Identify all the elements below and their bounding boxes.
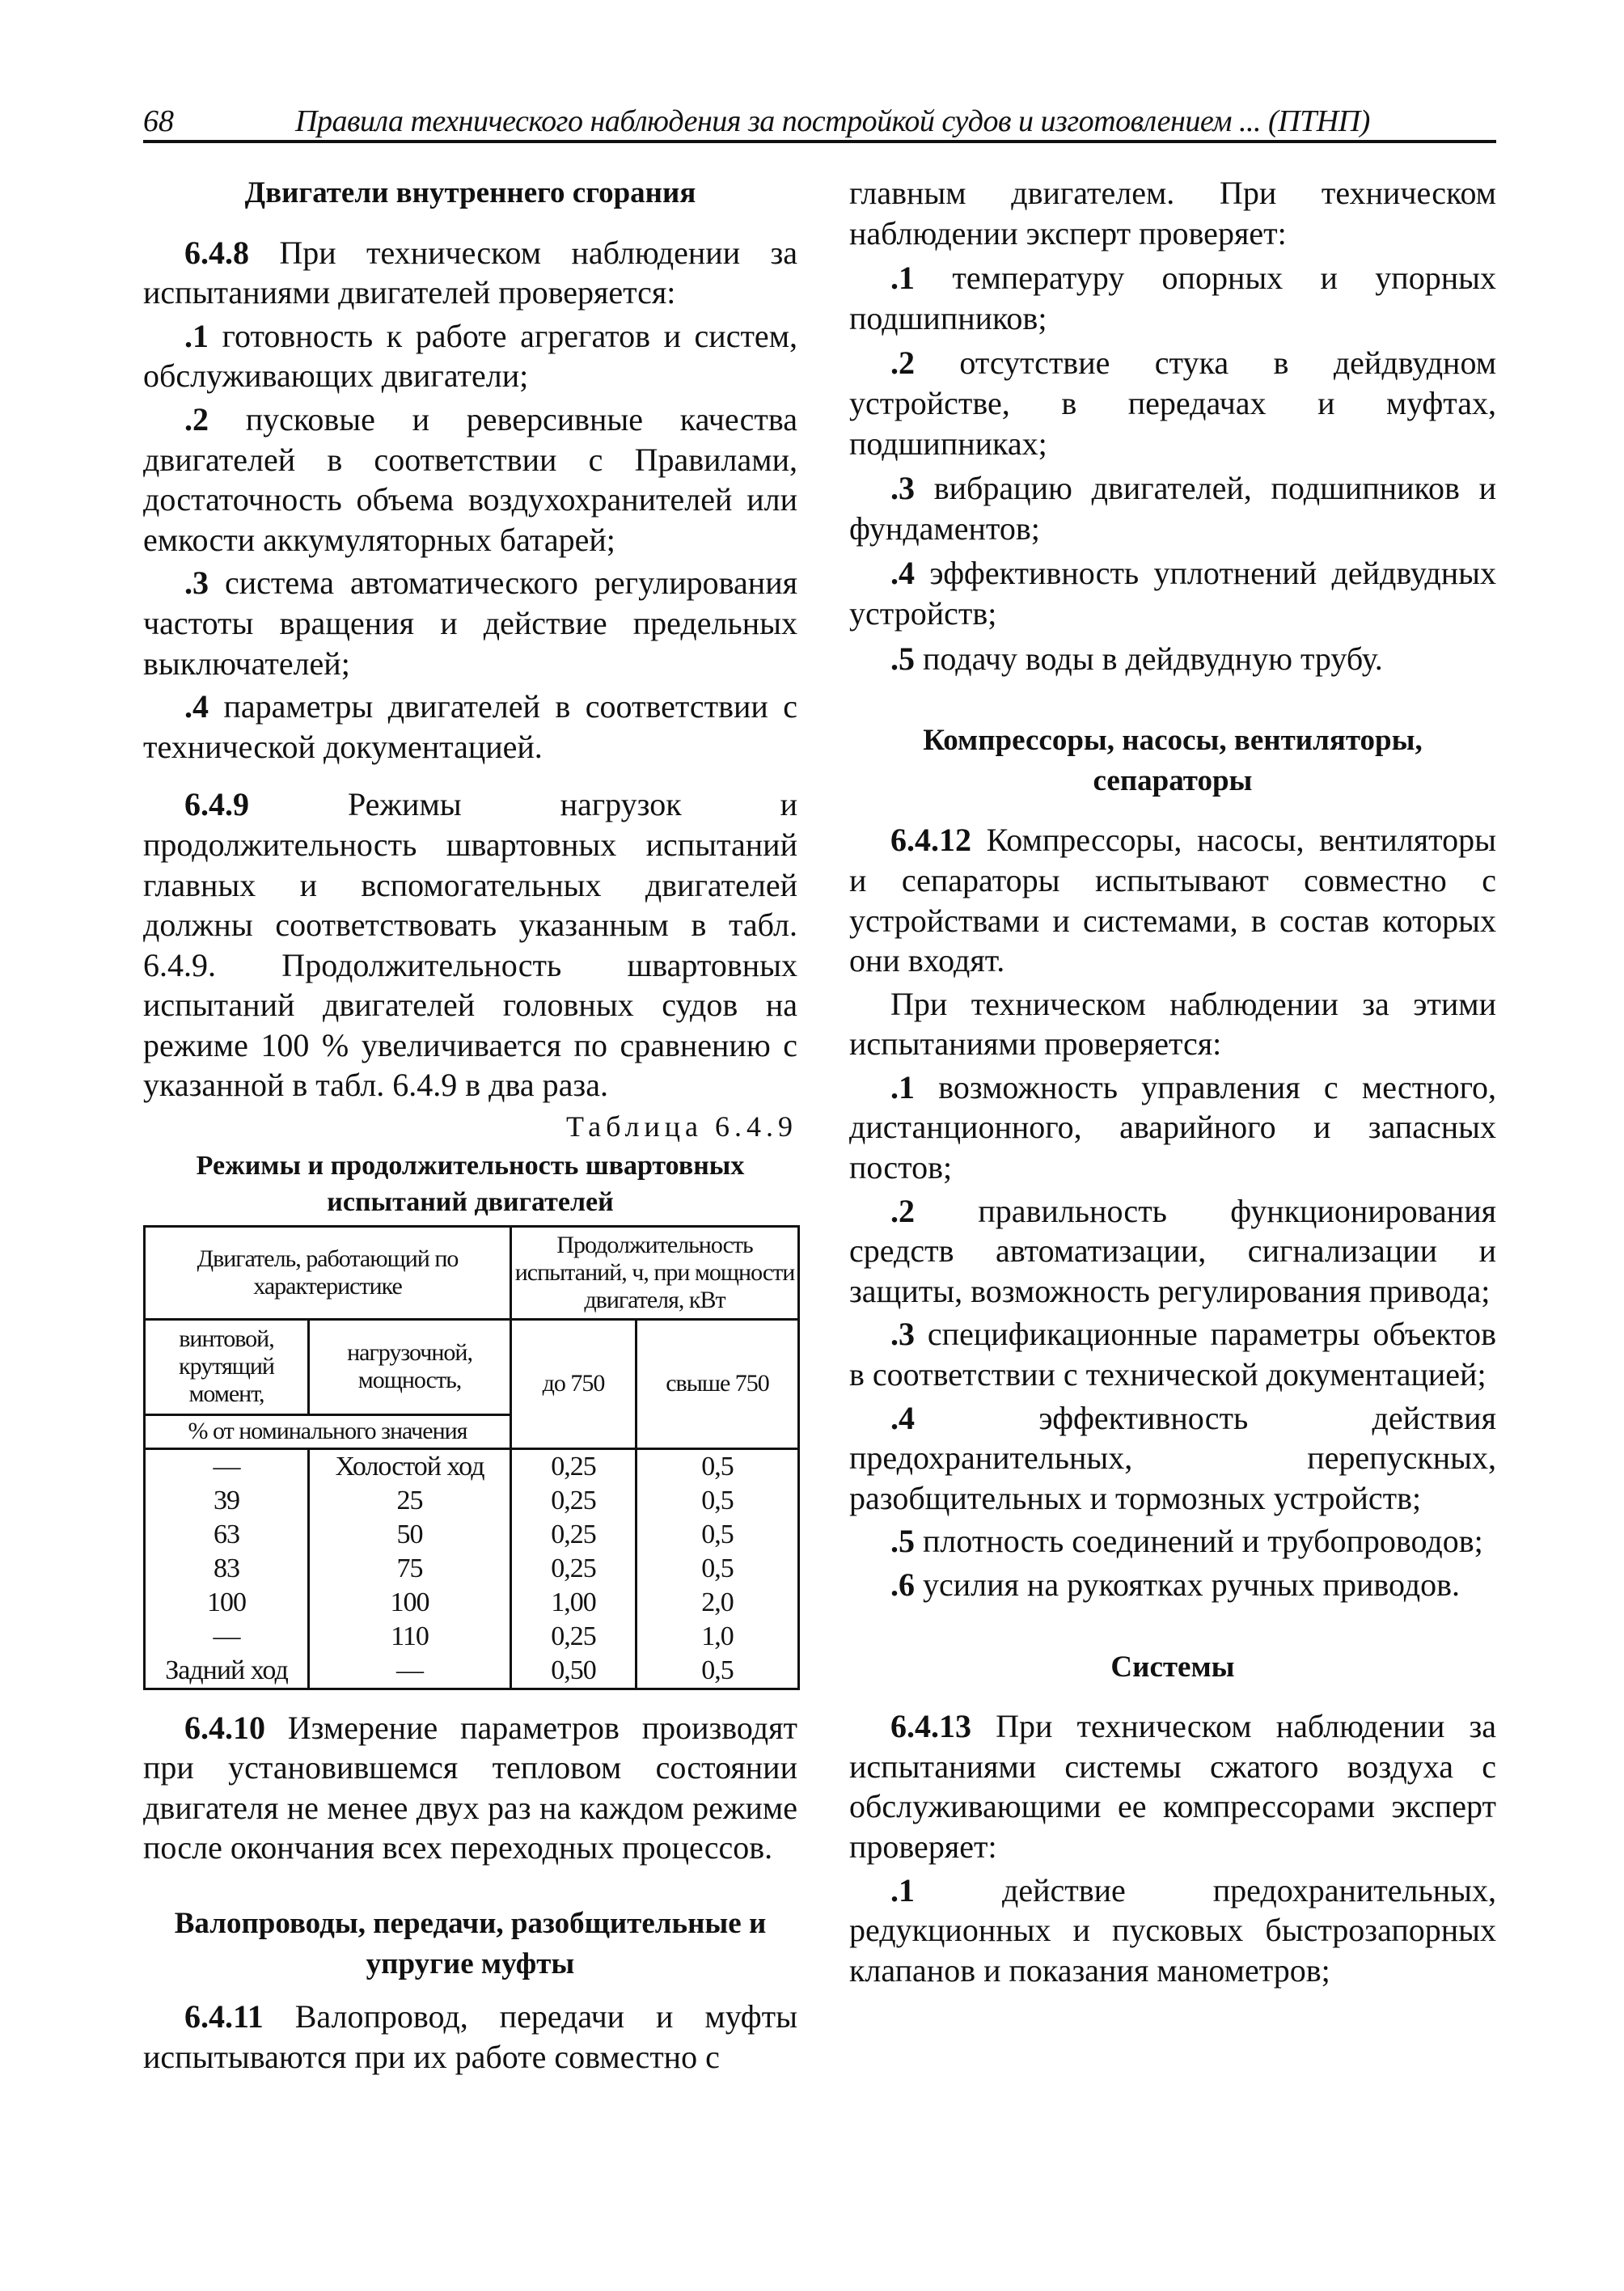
item-number: .5 — [890, 640, 915, 677]
clause-text: При техническом наблюдении за испытаниями двигателей проверяется: — [143, 234, 797, 311]
item-text: система автоматического регулирования частоты вращения и действие предельных выключателей; — [143, 564, 797, 682]
cell: 0,25 — [511, 1620, 636, 1654]
clause-number: 6.4.13 — [890, 1708, 971, 1745]
cell: 0,5 — [636, 1448, 799, 1484]
section-heading: Валопроводы, передачи, разобщительные и упругие муфты — [174, 1907, 767, 1980]
clause-text: Компрессоры, насосы, вентиляторы и сепараторы испытывают совместно с устройствами и системами, в состав которых они входят. — [849, 822, 1496, 979]
cell: 2,0 — [636, 1586, 799, 1620]
cell: 75 — [309, 1552, 511, 1586]
table-row — [145, 1586, 799, 1620]
cell: 0,50 — [511, 1654, 636, 1689]
header-over-750: свыше 750 — [636, 1319, 799, 1448]
list-item — [143, 563, 797, 683]
list-item — [849, 1870, 1496, 1991]
cell: 0,25 — [511, 1448, 636, 1484]
running-title: Правила технического наблюдения за постройкой судов и изготовлением ... (ПТНП) — [295, 104, 1370, 138]
cell: 0,25 — [511, 1484, 636, 1518]
section-heading: Системы — [1110, 1650, 1235, 1684]
left-column — [143, 173, 797, 2077]
clause-number: 6.4.8 — [184, 234, 249, 271]
cell: Холостой ход — [309, 1448, 511, 1484]
cell: Задний ход — [145, 1654, 309, 1689]
item-number: .2 — [890, 1192, 915, 1229]
item-number: .1 — [890, 260, 915, 297]
item-number: .3 — [890, 470, 915, 507]
item-number: .1 — [184, 317, 209, 354]
clause-number: 6.4.11 — [184, 1998, 264, 2035]
paragraph — [143, 233, 797, 313]
list-item — [849, 1398, 1496, 1519]
cell: 39 — [145, 1484, 309, 1518]
header-screw: винтовой, крутящий момент, — [145, 1319, 309, 1414]
right-column — [849, 173, 1496, 1990]
cell: 83 — [145, 1552, 309, 1586]
paragraph — [849, 1706, 1496, 1866]
item-text: возможность управления с местного, дистанционного, аварийного и запасных постов; — [849, 1068, 1496, 1186]
cell: 0,5 — [636, 1484, 799, 1518]
table-row — [145, 1654, 799, 1689]
cell: 0,5 — [636, 1552, 799, 1586]
clause-number: 6.4.10 — [184, 1709, 265, 1746]
item-number: .5 — [890, 1523, 915, 1560]
item-text: готовность к работе агрегатов и систем, обслуживающих двигатели; — [143, 317, 797, 395]
cell: 0,5 — [636, 1654, 799, 1689]
cell: — — [145, 1620, 309, 1654]
cell: 0,25 — [511, 1552, 636, 1586]
cell: 100 — [309, 1586, 511, 1620]
page-number: 68 — [143, 104, 174, 138]
list-item — [849, 468, 1496, 548]
paragraph: При техническом наблюдении за этими испытаниями проверяется: — [849, 985, 1496, 1063]
item-text: усилия на рукоятках ручных приводов. — [915, 1566, 1461, 1603]
table-row — [145, 1620, 799, 1654]
list-item — [143, 687, 797, 767]
cell: 1,0 — [636, 1620, 799, 1654]
clause-number: 6.4.12 — [890, 822, 971, 859]
header-percent: % от номинального значения — [145, 1414, 511, 1448]
item-number: .1 — [890, 1871, 915, 1908]
item-text: правильность функционирования средств автоматизации, сигнализации и защиты, возможность регулирования привода; — [849, 1192, 1496, 1309]
item-text: температуру опорных и упорных подшипников; — [849, 260, 1496, 336]
item-text: эффективность уплотнений дейдвудных устройств; — [849, 555, 1496, 632]
list-item — [849, 1191, 1496, 1312]
item-text: действие предохранительных, редукционных и пусковых быстрозапорных клапанов и показания манометров; — [849, 1871, 1496, 1989]
table-label: Таблица 6.4.9 — [566, 1110, 797, 1143]
item-text: параметры двигателей в соответствии с технической документацией. — [143, 688, 797, 765]
item-number: .3 — [184, 564, 209, 602]
item-number: .4 — [890, 1399, 915, 1436]
section-heading: Компрессоры, насосы, вентиляторы, сепараторы — [923, 724, 1423, 797]
clause-text: При техническом наблюдении за испытаниями системы сжатого воздуха с обслуживающими ее компрессорами эксперт проверяет: — [849, 1708, 1496, 1865]
list-item — [849, 1565, 1496, 1605]
item-number: .4 — [890, 555, 915, 592]
list-item — [143, 316, 797, 396]
paragraph-continuation: главным двигателем. При техническом наблюдении эксперт проверяет: — [849, 175, 1496, 252]
list-item — [849, 1067, 1496, 1188]
cell: 0,5 — [636, 1518, 799, 1552]
item-text: спецификационные параметры объектов в соответствии с технической документацией; — [849, 1316, 1496, 1393]
cell: 0,25 — [511, 1518, 636, 1552]
cell: — — [309, 1654, 511, 1689]
list-item — [849, 343, 1496, 463]
item-number: .6 — [890, 1566, 915, 1603]
list-item — [849, 553, 1496, 633]
clause-text: Измерение параметров производят при установившемся тепловом состоянии двигателя не менее двух раз на каждом режиме после окончания всех переходных процессов. — [143, 1709, 797, 1866]
item-number: .2 — [184, 400, 209, 437]
header-rule — [143, 140, 1496, 143]
header-engine: Двигатель, работающий по характеристике — [145, 1226, 511, 1319]
item-text: подачу воды в дейдвудную трубу. — [915, 640, 1383, 677]
table-row — [145, 1518, 799, 1552]
item-number: .4 — [184, 688, 209, 725]
item-number: .2 — [890, 344, 915, 382]
table-title: Режимы и продолжительность швартовных испытаний двигателей — [196, 1150, 745, 1217]
cell: — — [145, 1448, 309, 1484]
list-item — [143, 399, 797, 560]
test-modes-table — [143, 1225, 800, 1690]
paragraph — [143, 1997, 797, 2077]
table-row — [145, 1552, 799, 1586]
cell: 110 — [309, 1620, 511, 1654]
item-text: вибрацию двигателей, подшипников и фундаментов; — [849, 470, 1496, 547]
list-item — [849, 639, 1496, 679]
header-load: нагрузочной, мощность, — [309, 1319, 511, 1414]
item-text: пусковые и реверсивные качества двигателей в соответствии с Правилами, достаточность объема воздухохранителей или емкости аккумуляторных батарей; — [143, 400, 797, 558]
paragraph — [143, 1708, 797, 1868]
clause-number: 6.4.9 — [184, 786, 249, 823]
section-heading: Двигатели внутреннего сгорания — [244, 176, 696, 209]
item-number: .1 — [890, 1068, 915, 1105]
cell: 25 — [309, 1484, 511, 1518]
header-upto-750: до 750 — [511, 1319, 636, 1448]
header-duration: Продолжительность испытаний, ч, при мощности двигателя, кВт — [511, 1226, 799, 1319]
item-text: отсутствие стука в дейдвудном устройстве, в передачах и муфтах, подшипниках; — [849, 344, 1496, 462]
clause-text: Валопровод, передачи и муфты испытываются при их работе совместно с — [143, 1998, 797, 2075]
cell: 1,00 — [511, 1586, 636, 1620]
list-item — [849, 258, 1496, 338]
table-row — [145, 1448, 799, 1484]
cell: 63 — [145, 1518, 309, 1552]
paragraph — [849, 820, 1496, 980]
list-item — [849, 1521, 1496, 1562]
item-text: эффективность действия предохранительных, перепускных, разобщительных и тормозных устройств; — [849, 1399, 1496, 1516]
paragraph — [143, 784, 797, 1105]
table-row — [145, 1484, 799, 1518]
cell: 100 — [145, 1586, 309, 1620]
item-number: .3 — [890, 1316, 915, 1353]
clause-text: Режимы нагрузок и продолжительность швартовных испытаний главных и вспомогательных двигателей должны соответствовать указанным в табл. 6.4.9. Продолжительность швартовных испытаний двигателей головных судов на режиме 100 % увеличивается по сравнению с указанной в табл. 6.4.9 в два раза. — [143, 786, 797, 1104]
item-text: плотность соединений и трубопроводов; — [915, 1523, 1483, 1560]
cell: 50 — [309, 1518, 511, 1552]
list-item — [849, 1314, 1496, 1394]
